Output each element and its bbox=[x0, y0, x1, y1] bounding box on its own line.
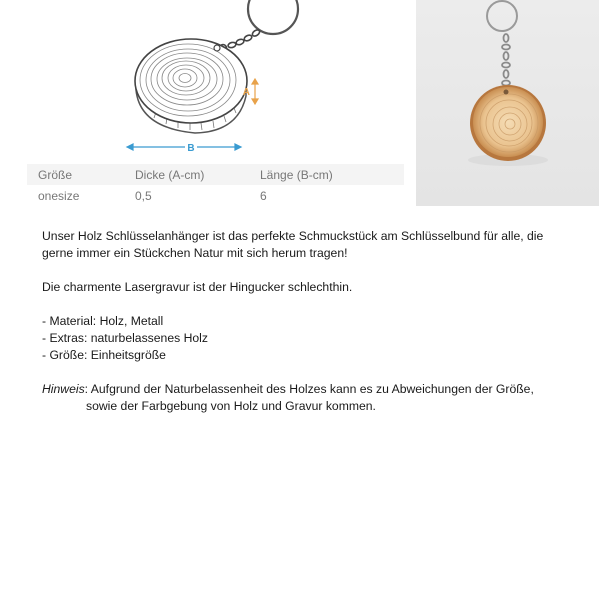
size-table-header bbox=[27, 164, 404, 185]
note-text-1: : Aufgrund der Naturbelassenheit des Holzes kann es zu Abweichungen der Größe, bbox=[84, 382, 534, 396]
keychain-dimension-diagram bbox=[110, 0, 320, 160]
key-ring-icon bbox=[248, 0, 298, 34]
dimension-b-arrow bbox=[127, 144, 241, 150]
intro-line-1: Unser Holz Schlüsselanhänger ist das perfekte Schmuckstück am Schlüsselbund für alle, die bbox=[42, 229, 544, 243]
product-photo bbox=[416, 0, 599, 206]
header-size: Größe bbox=[27, 164, 124, 185]
note-label: Hinweis bbox=[42, 382, 85, 396]
engraving-text: Die charmente Lasergravur ist der Hingucker schlechthin. bbox=[42, 280, 353, 294]
cell-thickness: 0,5 bbox=[124, 185, 249, 206]
note-line-1 bbox=[42, 381, 582, 398]
dimension-b-label: B bbox=[187, 143, 195, 154]
header-thickness: Dicke (A-cm) bbox=[124, 164, 249, 185]
feature-size: - Größe: Einheitsgröße bbox=[42, 348, 166, 362]
keychain-sketch-icon bbox=[110, 0, 320, 160]
feature-material: - Material: Holz, Metall bbox=[42, 314, 164, 328]
dimension-a-arrow bbox=[252, 79, 258, 104]
product-description bbox=[42, 228, 582, 415]
cell-size: onesize bbox=[27, 185, 124, 206]
header-length: Länge (B-cm) bbox=[249, 164, 404, 185]
cell-length: 6 bbox=[249, 185, 404, 206]
table-row bbox=[27, 185, 404, 206]
note-line-2: sowie der Farbgebung von Holz und Gravur kommen. bbox=[86, 399, 376, 413]
dimension-a-label: A bbox=[242, 87, 250, 98]
feature-extras: - Extras: naturbelassenes Holz bbox=[42, 331, 208, 345]
wood-keychain-photo-icon bbox=[416, 0, 599, 206]
intro-line-2: gerne immer ein Stückchen Natur mit sich herum tragen! bbox=[42, 246, 348, 260]
size-table bbox=[27, 164, 404, 206]
